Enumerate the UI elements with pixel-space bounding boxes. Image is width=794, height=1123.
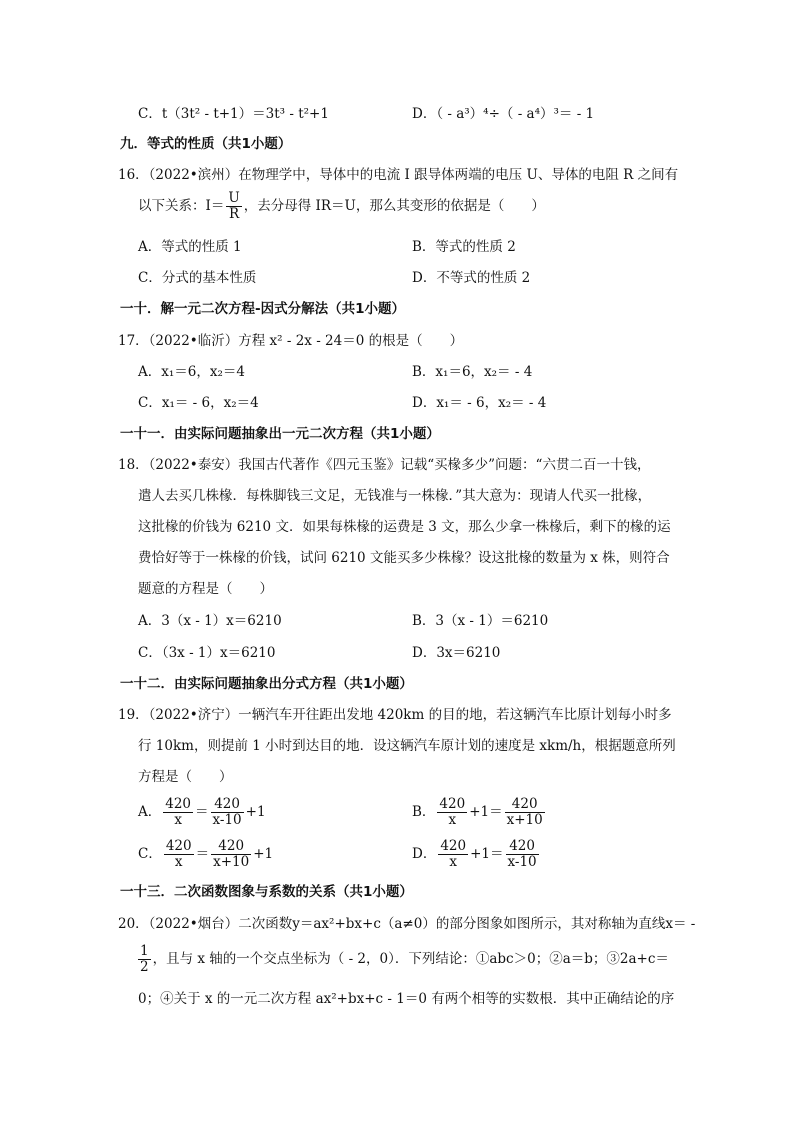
question-20-line-3: 0；④关于 x 的一元二次方程 ax²+bx+c - 1＝0 有两个相等的实数根．其中正确结论的序 (138, 991, 675, 1007)
fraction-one-half: $\frac{1}{2}$ (140, 943, 149, 975)
option-d: D．x₁＝ - 6，x₂＝ - 4 (412, 395, 547, 411)
section-heading-9: 九．等式的性质（共1小题） (120, 136, 292, 152)
question-20-line-1: 20．（2022•烟台）二次函数y＝ax²+bx+c（a≠0）的部分图象如图所示，其对称轴为直线x＝ - (118, 916, 696, 932)
option-a: A．x₁＝6，x₂＝4 (138, 364, 245, 380)
question-19-options-row-1 (0, 790, 794, 834)
option-c: C．（3x - 1）x＝6210 (138, 645, 276, 661)
option-a: A． $\frac{420}{x}$ ＝ $\frac{420}{x-10}$ +1 (138, 796, 266, 828)
option-b: B． $\frac{420}{x}$ +1＝ $\frac{420}{x+10}$ (412, 796, 543, 828)
option-c: C．t（3t² - t+1）＝3t³ - t²+1 (138, 106, 329, 122)
question-18-options-row-2 (0, 642, 794, 664)
option-c: C．x₁＝ - 6，x₂＝4 (138, 395, 259, 411)
question-20-line-2: $\frac{1}{2}$ ，且与 x 轴的一个交点坐标为（ - 2，0）．下列结论：①abc＞0；②a＝b；③2a+c＝ (140, 943, 669, 975)
section-heading-10: 一十．解一元二次方程-因式分解法（共1小题） (120, 301, 405, 317)
question-15-options-row (0, 103, 794, 125)
question-16-line-1: 16．（2022•滨州）在物理学中，导体中的电流 I 跟导体两端的电压 U、导体的电阻 R 之间有 (118, 167, 679, 183)
question-16-options-row-2 (0, 267, 794, 289)
option-d: D． $\frac{420}{x}$ +1＝ $\frac{420}{x-10}$ (412, 838, 537, 870)
option-c: C． $\frac{420}{x}$ ＝ $\frac{420}{x+10}$ +1 (138, 838, 274, 870)
question-19-options-row-2 (0, 832, 794, 876)
question-16-options-row-1 (0, 236, 794, 258)
question-18-line-2: 遣人去买几株椽．每株脚钱三文足，无钱准与一株椽．”其大意为：现请人代买一批椽， (138, 488, 652, 504)
option-d: D．3x＝6210 (412, 645, 501, 661)
question-18-line-5: 题意的方程是（ ） (138, 581, 273, 597)
section-heading-12: 一十二．由实际问题抽象出分式方程（共1小题） (120, 676, 413, 692)
question-16-line-2: 以下关系：I＝ $\frac{U}{R}$ ，去分母得 IR＝U，那么其变形的依据是（ ） (138, 190, 545, 222)
question-19-line-2: 行 10km，则提前 1 小时到达目的地．设这辆汽车原计划的速度是 xkm/h，根据题意所列 (138, 738, 676, 754)
option-b: B．3（x - 1）＝6210 (412, 613, 549, 629)
section-heading-13: 一十三．二次函数图象与系数的关系（共1小题） (120, 884, 413, 900)
option-d: D．不等式的性质 2 (412, 270, 531, 286)
option-b: B．等式的性质 2 (412, 239, 516, 255)
question-17-options-row-1 (0, 361, 794, 383)
question-18-line-4: 费恰好等于一株椽的价钱，试问 6210 文能买多少株椽？设这批椽的数量为 x 株，则符合 (138, 550, 670, 566)
question-18-line-1: 18．（2022•泰安）我国古代著作《四元玉鉴》记载“买椽多少”问题：“六贯二百一十钱， (118, 457, 651, 473)
fraction-u-over-r: $\frac{U}{R}$ (228, 190, 240, 222)
option-c: C．分式的基本性质 (138, 270, 257, 286)
option-d: D．（ - a³）⁴÷（ - a⁴）³＝ - 1 (412, 106, 595, 122)
question-18-options-row-1 (0, 610, 794, 632)
question-19-line-3: 方程是（ ） (138, 769, 233, 785)
question-17-options-row-2 (0, 392, 794, 414)
question-18-line-3: 这批椽的价钱为 6210 文．如果每株椽的运费是 3 文，那么少拿一株椽后，剩下的椽的运 (138, 519, 671, 535)
option-a: A．3（x - 1）x＝6210 (138, 613, 282, 629)
section-heading-11: 一十一．由实际问题抽象出一元二次方程（共1小题） (120, 426, 440, 442)
option-a: A．等式的性质 1 (138, 239, 242, 255)
option-b: B．x₁＝6，x₂＝ - 4 (412, 364, 533, 380)
question-19-line-1: 19．（2022•济宁）一辆汽车开往距出发地 420km 的目的地，若这辆汽车比原计划每小时多 (118, 707, 672, 723)
question-17-line-1: 17．（2022•临沂）方程 x² - 2x - 24＝0 的根是（ ） (118, 333, 464, 349)
